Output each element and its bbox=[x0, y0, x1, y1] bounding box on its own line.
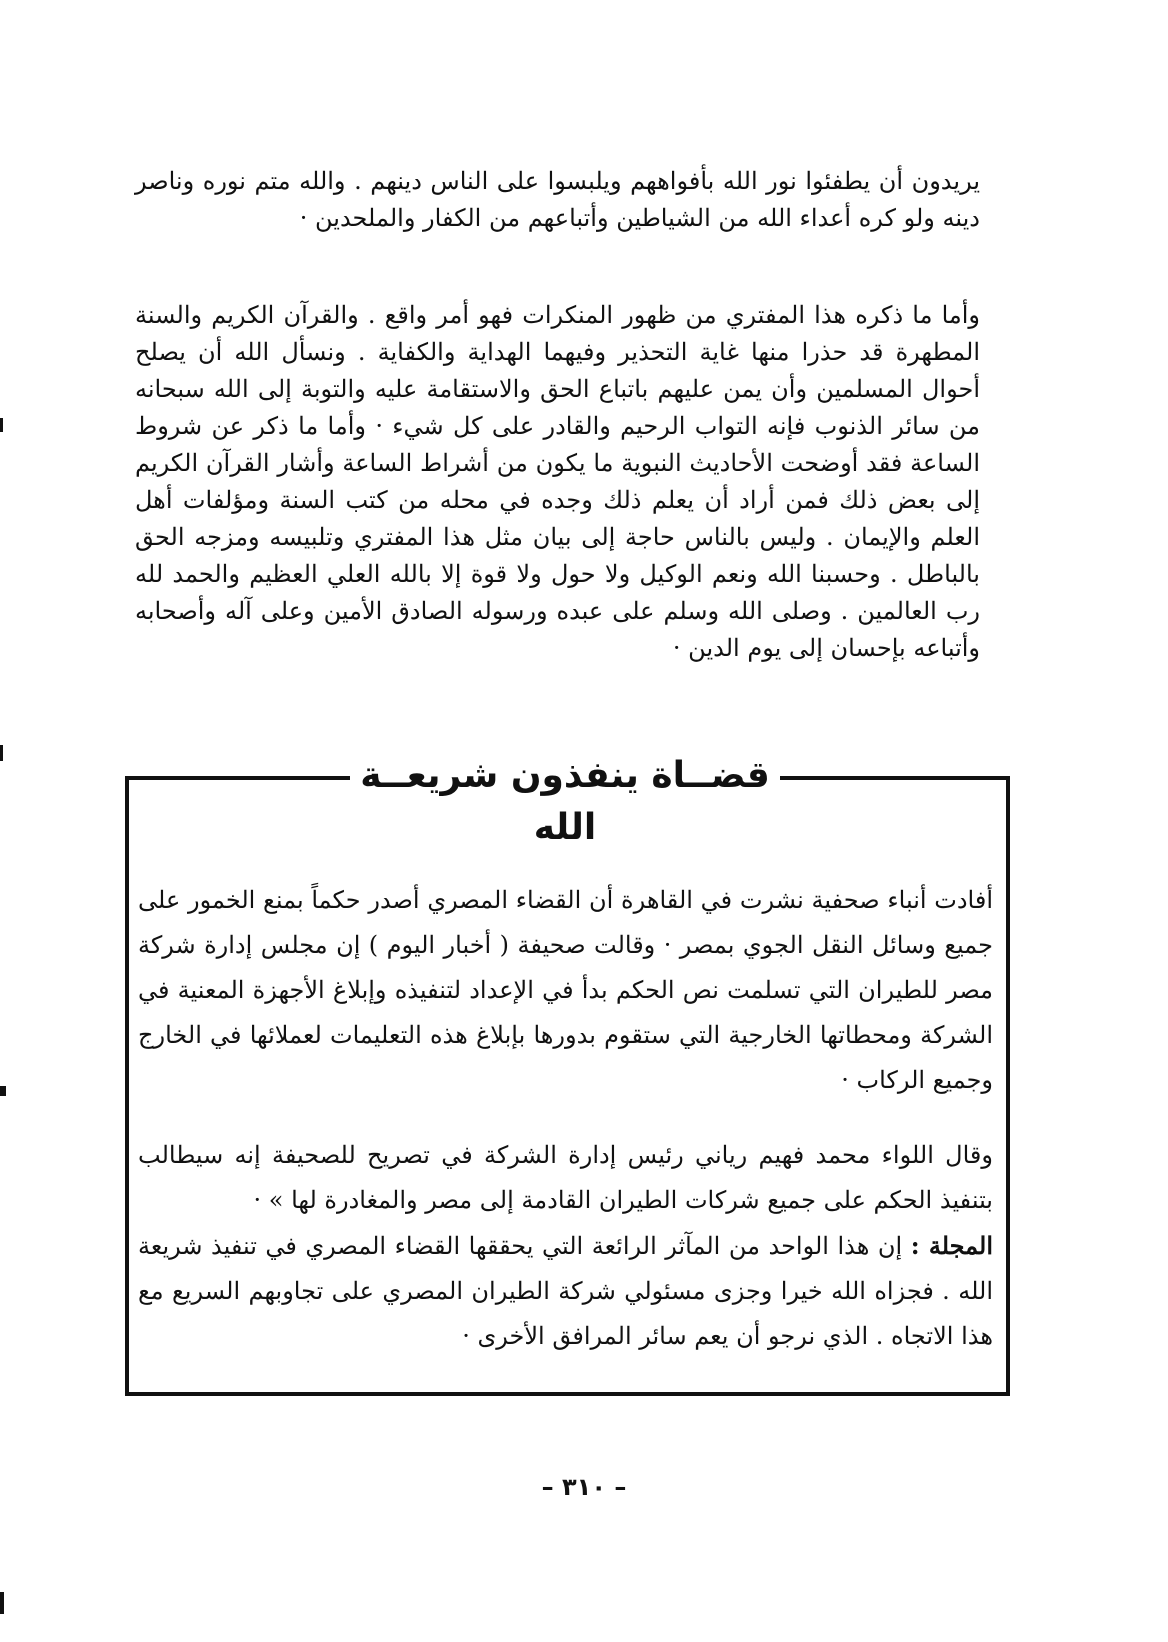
comment-text: إن هذا الواحد من المآثر الرائعة التي يحققها القضاء المصري في تنفيذ شريعة الله . فجزاه الله خيرا وجزى مسئولي شركة الطيران المصري على تجاوبهم السريع مع هذا الاتجاه . الذي نرجو أن يعم سائر المرافق الأخرى · bbox=[138, 1232, 993, 1350]
news-box-top-border-left bbox=[125, 776, 350, 780]
news-box-top-border-right bbox=[780, 776, 1010, 780]
scan-mark bbox=[0, 1086, 6, 1096]
news-box-title: قضــاة ينفذون شريعــة الله bbox=[360, 755, 770, 848]
news-box-comment bbox=[138, 1223, 993, 1359]
paragraph-intro: يريدون أن يطفئوا نور الله بأفواههم ويلبسوا على الناس دينهم . والله متم نوره وناصر دينه ولو كره أعداء الله من الشياطين وأتباعهم من الكفار والملحدين · bbox=[135, 167, 981, 232]
news-box-paragraph: وقال اللواء محمد فهيم رياني رئيس إدارة الشركة في تصريح للصحيفة إنه سيطالب بتنفيذ الحكم على جميع شركات الطيران القادمة إلى مصر والمغادرة لها » · bbox=[138, 1141, 993, 1214]
paragraph-main: وأما ما ذكره هذا المفتري من ظهور المنكرات فهو أمر واقع . والقرآن الكريم والسنة المطهرة قد حذرا منها غاية التحذير وفيهما الهداية والكفاية . ونسأل الله أن يصلح أحوال المسلمين وأن يمن عليهم باتباع الحق والاستقامة عليه والتوبة إلى الله سبحانه من سائر الذنوب فإنه التواب الرحيم والقادر على كل شيء · وأما ما ذكر عن شروط الساعة فقد أوضحت الأحاديث النبوية ما يكون من أشراط الساعة وأشار القرآن الكريم إلى بعض ذلك فمن أراد أن يعلم ذلك وجده في محله من كتب السنة ومؤلفات أهل العلم والإيمان . وليس بالناس حاجة إلى بيان مثل هذا المفتري وتلبيسه ومزجه الحق بالباطل . وحسبنا الله ونعم الوكيل ولا حول ولا قوة إلا بالله العلي العظيم والحمد لله رب العالمين . وصلى الله وسلم على عبده ورسوله الصادق الأمين وعلى آله وأصحابه وأتباعه بإحسان إلى يوم الدين · bbox=[135, 301, 981, 662]
scan-mark bbox=[0, 1592, 4, 1614]
news-box-paragraph: أفادت أنباء صحفية نشرت في القاهرة أن القضاء المصري أصدر حكماً بمنع الخمور على جميع وسائل النقل الجوي بمصر · وقالت صحيفة ( أخبار اليوم ) إن مجلس إدارة شركة مصر للطيران التي تسلمت نص الحكم بدأ في الإعداد لتنفيذه وإبلاغ الأجهزة المعنية في الشركة ومحطاتها الخارجية التي ستقوم بدورها بإبلاغ هذه التعليمات لعملائها في الخارج وجميع الركاب · bbox=[138, 886, 993, 1094]
scan-mark bbox=[0, 745, 3, 761]
comment-label: المجلة : bbox=[910, 1231, 993, 1260]
page-number: – ٣١٠ – bbox=[541, 1473, 627, 1501]
scan-mark bbox=[0, 418, 3, 432]
